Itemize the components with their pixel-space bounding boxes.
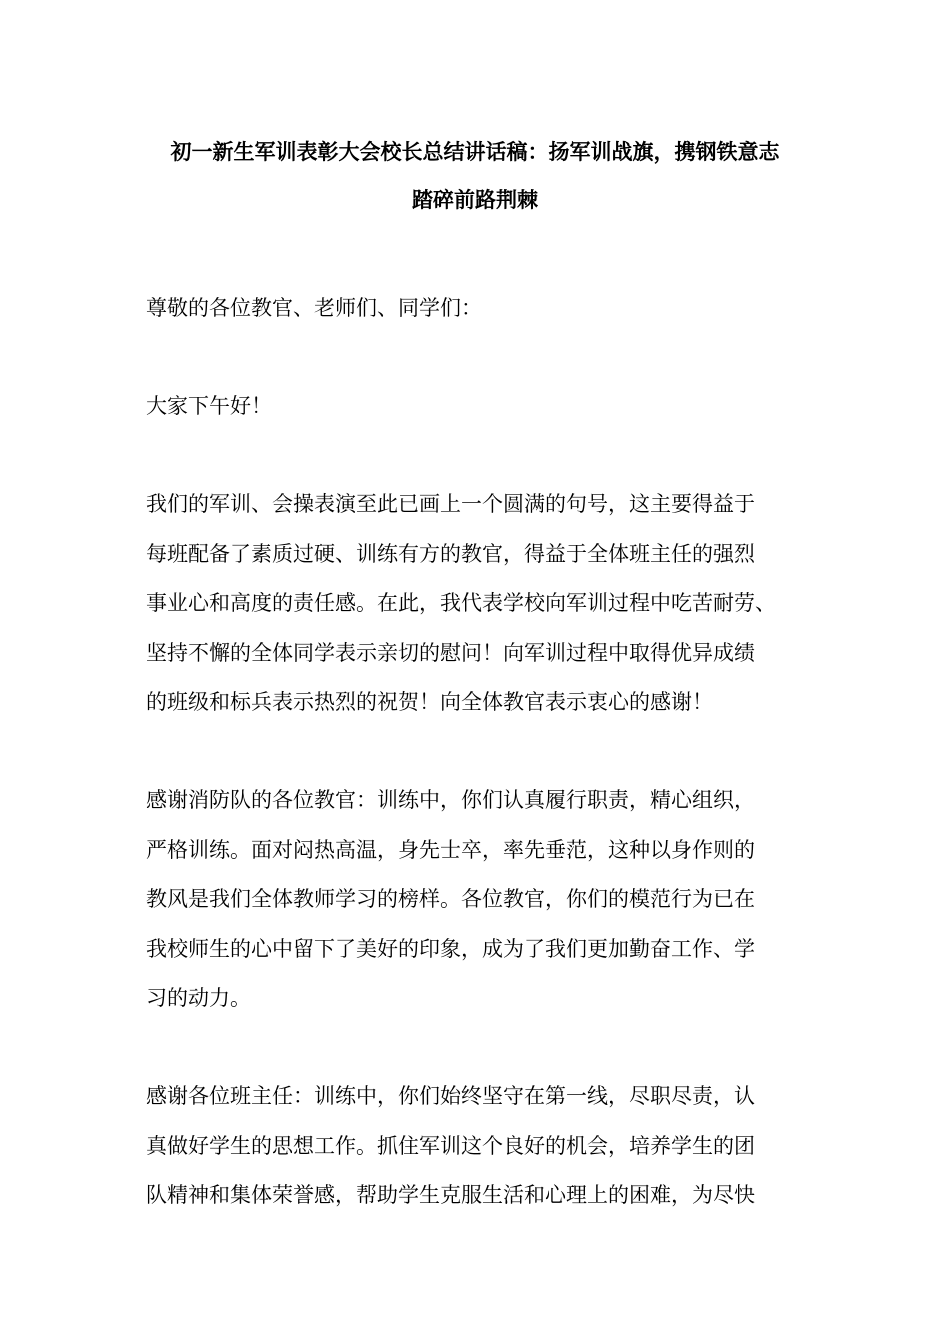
- document-title-line-1: 初一新生军训表彰大会校长总结讲话稿：扬军训战旗，携钢铁意志: [170, 139, 780, 164]
- paragraph-line: 每班配备了素质过硬、训练有方的教官，得益于全体班主任的强烈: [146, 541, 755, 566]
- paragraph-line: 我校师生的心中留下了美好的印象，成为了我们更加勤奋工作、学: [146, 936, 755, 961]
- paragraph-2: [146, 776, 826, 1024]
- paragraph-line: 习的动力。: [146, 986, 251, 1011]
- paragraph-line: 教风是我们全体教师学习的榜样。各位教官，你们的模范行为已在: [146, 887, 755, 912]
- paragraph-3: [146, 1072, 826, 1221]
- paragraph-line: 严格训练。面对闷热高温，身先士卒，率先垂范，这种以身作则的: [146, 837, 755, 862]
- paragraph-line: 我们的军训、会操表演至此已画上一个圆满的句号，这主要得益于: [146, 492, 755, 516]
- paragraph-line: 感谢各位班主任：训练中，你们始终坚守在第一线，尽职尽责，认: [146, 1084, 755, 1108]
- greeting-text: 大家下午好！: [146, 394, 272, 418]
- salutation: [146, 284, 826, 334]
- salutation-text: 尊敬的各位教官、老师们、同学们：: [146, 296, 482, 320]
- paragraph-line: 队精神和集体荣誉感，帮助学生克服生活和心理上的困难，为尽快: [146, 1183, 755, 1208]
- paragraph-line: 感谢消防队的各位教官：训练中，你们认真履行职责，精心组织，: [146, 788, 755, 812]
- paragraph-line: 坚持不懈的全体同学表示亲切的慰问！向军训过程中取得优异成绩: [146, 640, 755, 665]
- greeting: [146, 382, 826, 432]
- paragraph-1: [146, 480, 826, 728]
- paragraph-line: 真做好学生的思想工作。抓住军训这个良好的机会，培养学生的团: [146, 1133, 755, 1158]
- document-title-line-2: 踏碎前路荆棘: [412, 187, 538, 212]
- paragraph-line: 事业心和高度的责任感。在此，我代表学校向军训过程中吃苦耐劳、: [146, 591, 776, 616]
- paragraph-line: 的班级和标兵表示热烈的祝贺！向全体教官表示衷心的感谢！: [146, 690, 713, 715]
